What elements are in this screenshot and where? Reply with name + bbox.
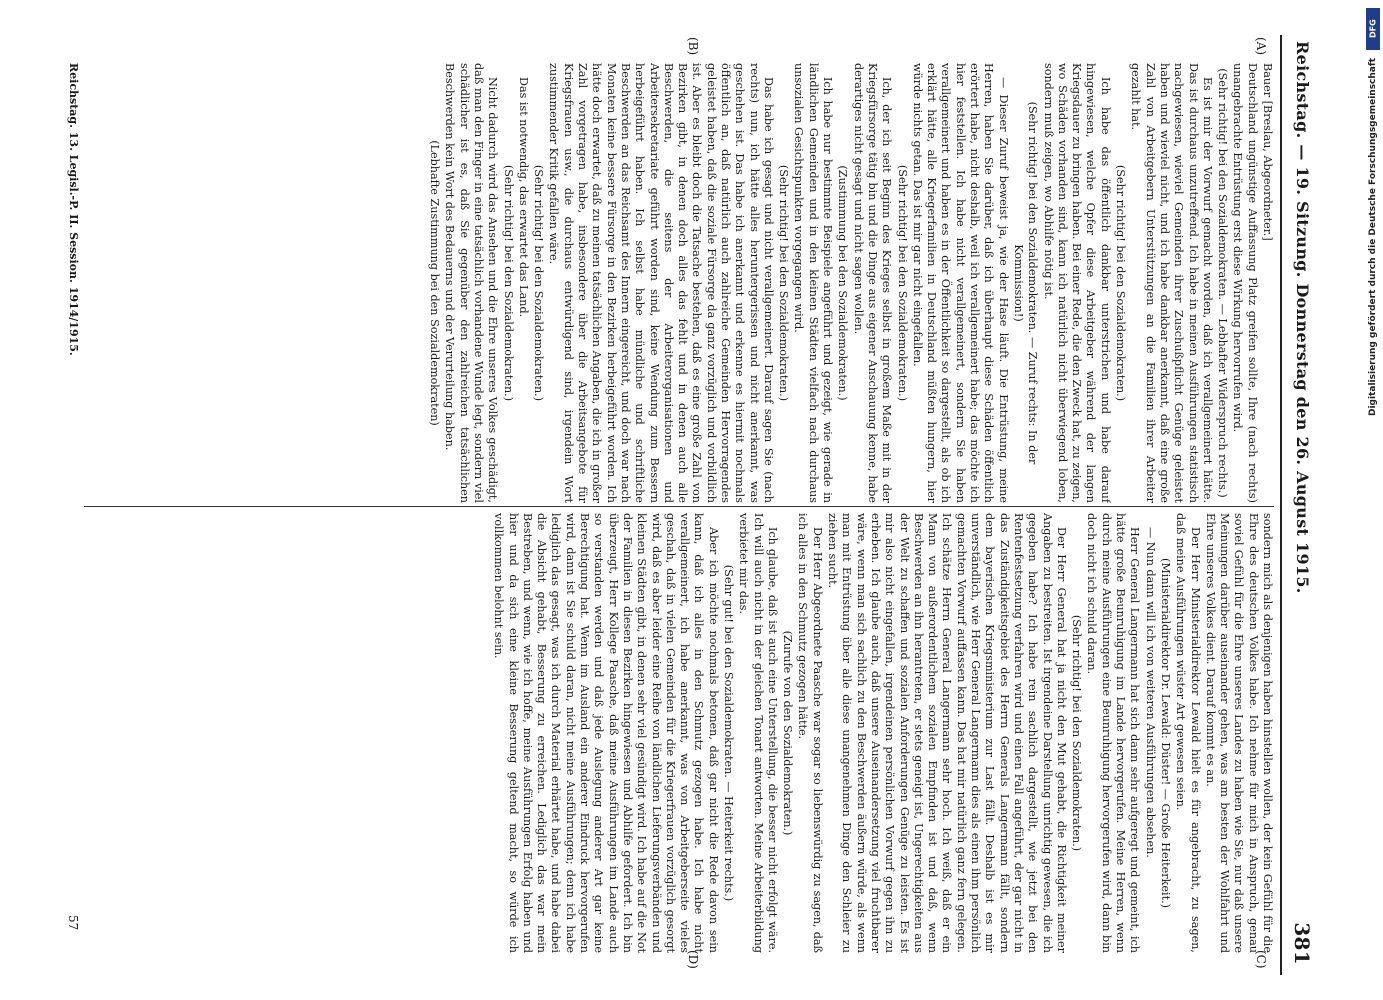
paragraph: (Sehr richtig! bei den Sozialdemokraten.): [895, 164, 909, 402]
page-header: [1280, 35, 1320, 975]
page-number: 381: [1290, 922, 1314, 965]
paragraph: (Sehr richtig! bei den Sozialdemokraten.): [501, 164, 515, 402]
paragraph: sondern mich als denjenigen haben hinstellen wollen, der kein Gefühl für die Ehre des deutschen Volkes habe. Ich nehme für mich in Anspruch, genau soviel Gefühl für die Ehre unseres Landes zu haben wie Sie, nur daß unsere Meinungen darüber auseinander gehen, was am besten der Wohlfahrt und Ehre unseres Volkes dient. Darauf kommt es an.: [1203, 513, 1274, 953]
paragraph: (Zustimmung bei den Sozialdemokraten.): [836, 165, 850, 401]
paragraph: Herr General Langermann hat sich dann sehr aufgeregt und gemeint, ich hätte große Beunruhigung im Lande hervorgerufen. Meine Herren, wenn durch meine Ausführungen eine Beunruhigung hervorgerufen wird, dann bin doch nicht ich schuld daran.: [1085, 513, 1142, 953]
paragraph: — Dieser Zuruf beweist ja, wie der Hase läuft. Die Entrüstung, meine Herren, haben Sie darüber, daß ich überhaupt diese Schäden öffentlich erörtert habe, nicht deshalb, weil ich verallgemeinert habe; das möchte ich hier feststellen. Ich habe nicht verallgemeinert, sondern Sie haben verallgemeinert und haben es in der Öffentlichkeit so dargestellt, als ob ich erklärt hätte, alle Kriegerfamilien in Deutschland müßten hungern, hier würde nichts getan. Das ist mir gar nicht eingefallen.: [910, 63, 1010, 503]
paragraph: (Ministerialdirektor Dr. Lewald: Düster! — Große Heiterkeit.): [1158, 557, 1172, 909]
paragraph: — Nun dann will ich von weiteren Ausführungen absehen.: [1143, 527, 1157, 858]
digitization-credit: Digitalisierung gefördert durch die Deutsche Forschungsgemeinschaft: [1368, 58, 1378, 417]
footer-sheet-number: 57: [66, 915, 80, 931]
paragraph: (Sehr richtig! bei den Sozialdemokraten.): [1114, 164, 1128, 402]
paragraph: Ich glaube, daß ist auch eine Unterstellung, die besser nicht erfolgt wäre. Ich will auch nicht in der gleichen Tonart antworten. Meine Arbeiterbildung verbietet mir das.: [737, 513, 779, 953]
rotated-page: [55, 35, 1320, 975]
digitization-sidebar: [1363, 8, 1381, 993]
paragraph: (Sehr richtig! bei den Sozialdemokraten.): [532, 164, 546, 402]
paragraph: Es ist mir der Vorwurf gemacht worden, daß ich verallgemeinert hätte. Das ist durchaus unzutreffend. Ich habe in meinen Ausführungen statistisch nachgewiesen, wieviel Gemeinden ihrer Zuschußpflicht Genüge geleistet haben und wieviel nicht, und ich habe dankbar anerkannt, daß eine große Zahl von Arbeitgebern Unterstützungen an die Familien ihrer Arbeiter gezahlt hat.: [1129, 63, 1214, 503]
paragraph: Der Herr Abgeordnete Paasche war sogar so liebenswürdig zu sagen, daß ich alles in den Schmutz gezogen hätte.: [796, 513, 824, 953]
paragraph: Der Herr Ministerialdirektor Lewald hielt es für angebracht, zu sagen, daß meine Ausführungen wüster Art gewesen seien.: [1174, 513, 1202, 953]
margin-marker-a: (A): [1254, 37, 1268, 56]
paragraph: (Sehr richtig! bei den Sozialdemokraten.): [1070, 614, 1084, 852]
paragraph: (Zurufe von den Sozialdemokraten.): [781, 630, 795, 836]
paragraph: (Sehr richtig! bei den Sozialdemokraten.): [777, 164, 791, 402]
paragraph: (Sehr gut! bei den Sozialdemokraten. — Heiterkeit rechts.): [722, 564, 736, 902]
margin-marker-d: (D): [686, 950, 700, 969]
margin-marker-c: (C): [1254, 950, 1268, 969]
paragraph: Nicht dadurch wird das Ansehen und die Ehre unseres Volkes geschädigt, daß man den Finger in eine tatsächlich vorhandene Wunde legt, sondern viel schädlicher ist es, daß Sie gegenüber den zahlreichen tatsächlichen Beschwerden kein Wort des Bedauerns und der Verurteilung haben.: [443, 63, 500, 503]
paragraph: Bauer [Breslau, Abgeordneter.]: [1261, 63, 1274, 241]
paragraph: Aber ich möchte nochmals betonen, daß gar nicht die Rede davon sein kann, daß ich alles in den Schmutz gezogen habe. Ich habe nicht verallgemeinert, ich habe anerkannt, was von Arbeitgeberseite vieles geschah, daß in vielen Gemeinden für die Kriegerfrauen vorzüglich gesorgt wird, daß es aber leider eine Reihe von ländlichen Lieferungsverbänden und kleinen Städten gibt, in denen sehr viel gesündigt wird. Ich habe auf die Not der Familien in diesen Bezirken hingewiesen und Abhilfe gefordert. Ich bin überzeugt, Herr Kollege Paasche, daß meine Ausführungen im Lande auch so verstanden werden und daß jede Auslegung anderer Art gar keine Berechtigung hat. Wenn im Ausland ein anderer Eindruck hervorgerufen wird, dann ist Sie schuld daran, nicht meine Ausführungen; denn ich habe lediglich das gesagt, was ich durch Material erhärtet habe, und habe dabei die Absicht gehabt, Besserung zu erreichen. Lediglich das war mein Bestreben, und wenn, wie ich hoffe, meine Ausführungen Erfolg haben und hier und da sich eine kleine Besserung geltend macht, so würde ich vollkommen belohnt sein.: [492, 513, 720, 953]
header-title: Reichstag. — 19. Sitzung. Donnerstag den 26. August 1915.: [1293, 41, 1312, 594]
margin-marker-b: (B): [686, 37, 700, 56]
left-column: [74, 63, 1274, 503]
paragraph: (Sehr richtig! bei den Sozialdemokraten. — Lebhafter Widerspruch rechts.): [1216, 68, 1230, 498]
paragraph: Ich habe das öffentlich dankbar unterstrichen und habe darauf hingewiesen, welche Opfer diese Arbeitgeber während der langen Kriegsdauer zu bringen haben. Bei einer Rede, die den Zweck hat, zu zeigen, wo Schäden vorhanden sind, kann ich natürlich nicht überwiegend loben, sondern muß zeigen, wo Abhilfe nötig ist.: [1041, 63, 1112, 503]
dfg-logo: DFG: [1366, 8, 1380, 50]
paragraph: Das habe ich gesagt und nicht verallgemeinert. Darauf sagen Sie (nach rechts) nun, ich hätte alles heruntergerissen und nicht anerkannt, was geschehen ist. Das habe ich anerkannt und erkenne es hiermit nochmals öffentlich an, daß natürlich auch zahlreiche Gemeinden Hervorragendes geleistet haben, daß die soziale Fürsorge da ganz vorzüglich und vorbildlich ist. Aber es bleibt doch die Tatsache bestehen, daß es eine große Zahl von Bezirken gibt, in denen doch alles das fehlt und in denen auch alle Beschwerden, die seitens der Arbeiterorganisationen und Arbeitersekretariate geführt worden sind, keine Wendung zum Bessern herbeigeführt haben. Ich selbst habe mündliche und schriftliche Beschwerden an das Reichsamt des Innern eingereicht, und doch war nach Monaten keine bessere Fürsorge in den Bezirken herbeigeführt worden. Ich hätte doch erwartet, daß zu meinen tatsächlichen Angaben, die ich in großer Zahl vorgetragen habe, insbesondere über die Arbeitsangebote für Kriegsfrauen usw., die durchaus entwürdigend sind, irgendein Wort zustimmender Kritik gefallen wäre.: [547, 63, 775, 503]
paragraph: Der Herr General hat ja nicht den Mut gehabt, die Richtigkeit meiner Angaben zu bestreiten. Ist irgendeine Darstellung unrichtig gewesen, die ich gegeben habe? Ich habe rein sachlich dargestellt, wie jetzt bei den Rentenfestsetzung verfahren wird und einen Fall angeführt, der gar nicht in das Zuständigkeitsgebiet des Herrn Generals Langermann fällt, sondern dem bayerischen Kriegsministerium zur Last fällt. Deshalb ist es mir unverständlich, wie Herr General Langermann dies als einen ihm persönlich gemachten Vorwurf auffassen kann. Das hat mir natürlich ganz fern gelegen. Ich schätze Herrn General Langermann sehr hoch. Ich weiß, daß er ein Mann von außerordentlichem sozialen Empfinden ist und daß, wenn Beschwerden an ihn herantreten, er stets geneigt ist, Ungerechtigkeiten aus der Welt zu schaffen und sozialen Anforderungen Genüge zu leisten. Es ist mir also nicht eingefallen, irgendeinen persönlichen Vorwurf gegen ihn zu erheben. Ich glaube auch, daß unsere Auseinandersetzung viel fruchtbarer wäre, wenn man sich sachlich zu den Beschwerden äußern würde, als wenn man mit Entrüstung über alle diese unangenehmen Dinge den Schleier zu ziehen sucht.: [826, 513, 1068, 953]
paragraph: Ich, der ich seit Beginn des Krieges selbst in großem Maße mit in der Kriegsfürsorge tätig bin und die Dinge aus eigener Anschauung kenne, habe derartiges nicht gesagt und nicht sagen wollen.: [851, 63, 894, 503]
column-divider: [84, 506, 1274, 507]
paragraph: Ich habe nur bestimmte Beispiele angeführt und gezeigt, wie gerade in ländlichen Gemeinden und in den kleinen Städten vielfach nach durchaus unsozialen Gesichtspunkten vorgegangen wird.: [792, 63, 835, 503]
paragraph: (Lebhafte Zustimmung bei den Sozialdemokraten): [428, 140, 442, 426]
paragraph: Das ist notwendig, das erwartet das Land.: [516, 77, 530, 318]
right-column: [74, 513, 1274, 953]
paragraph: Deutschland ungünstige Auffassung Platz greifen sollte, Ihre (nach rechts) unangebrachte Entrüstung erst diese Wirkung hervorrufen wird.: [1231, 63, 1259, 503]
paragraph: (Sehr richtig! bei den Sozialdemokraten. — Zuruf rechts: In der Kommission!): [1011, 101, 1040, 465]
footer-session: Reichstag. 13. Legisl.-P. II. Session. 1914/1915.: [67, 63, 80, 356]
